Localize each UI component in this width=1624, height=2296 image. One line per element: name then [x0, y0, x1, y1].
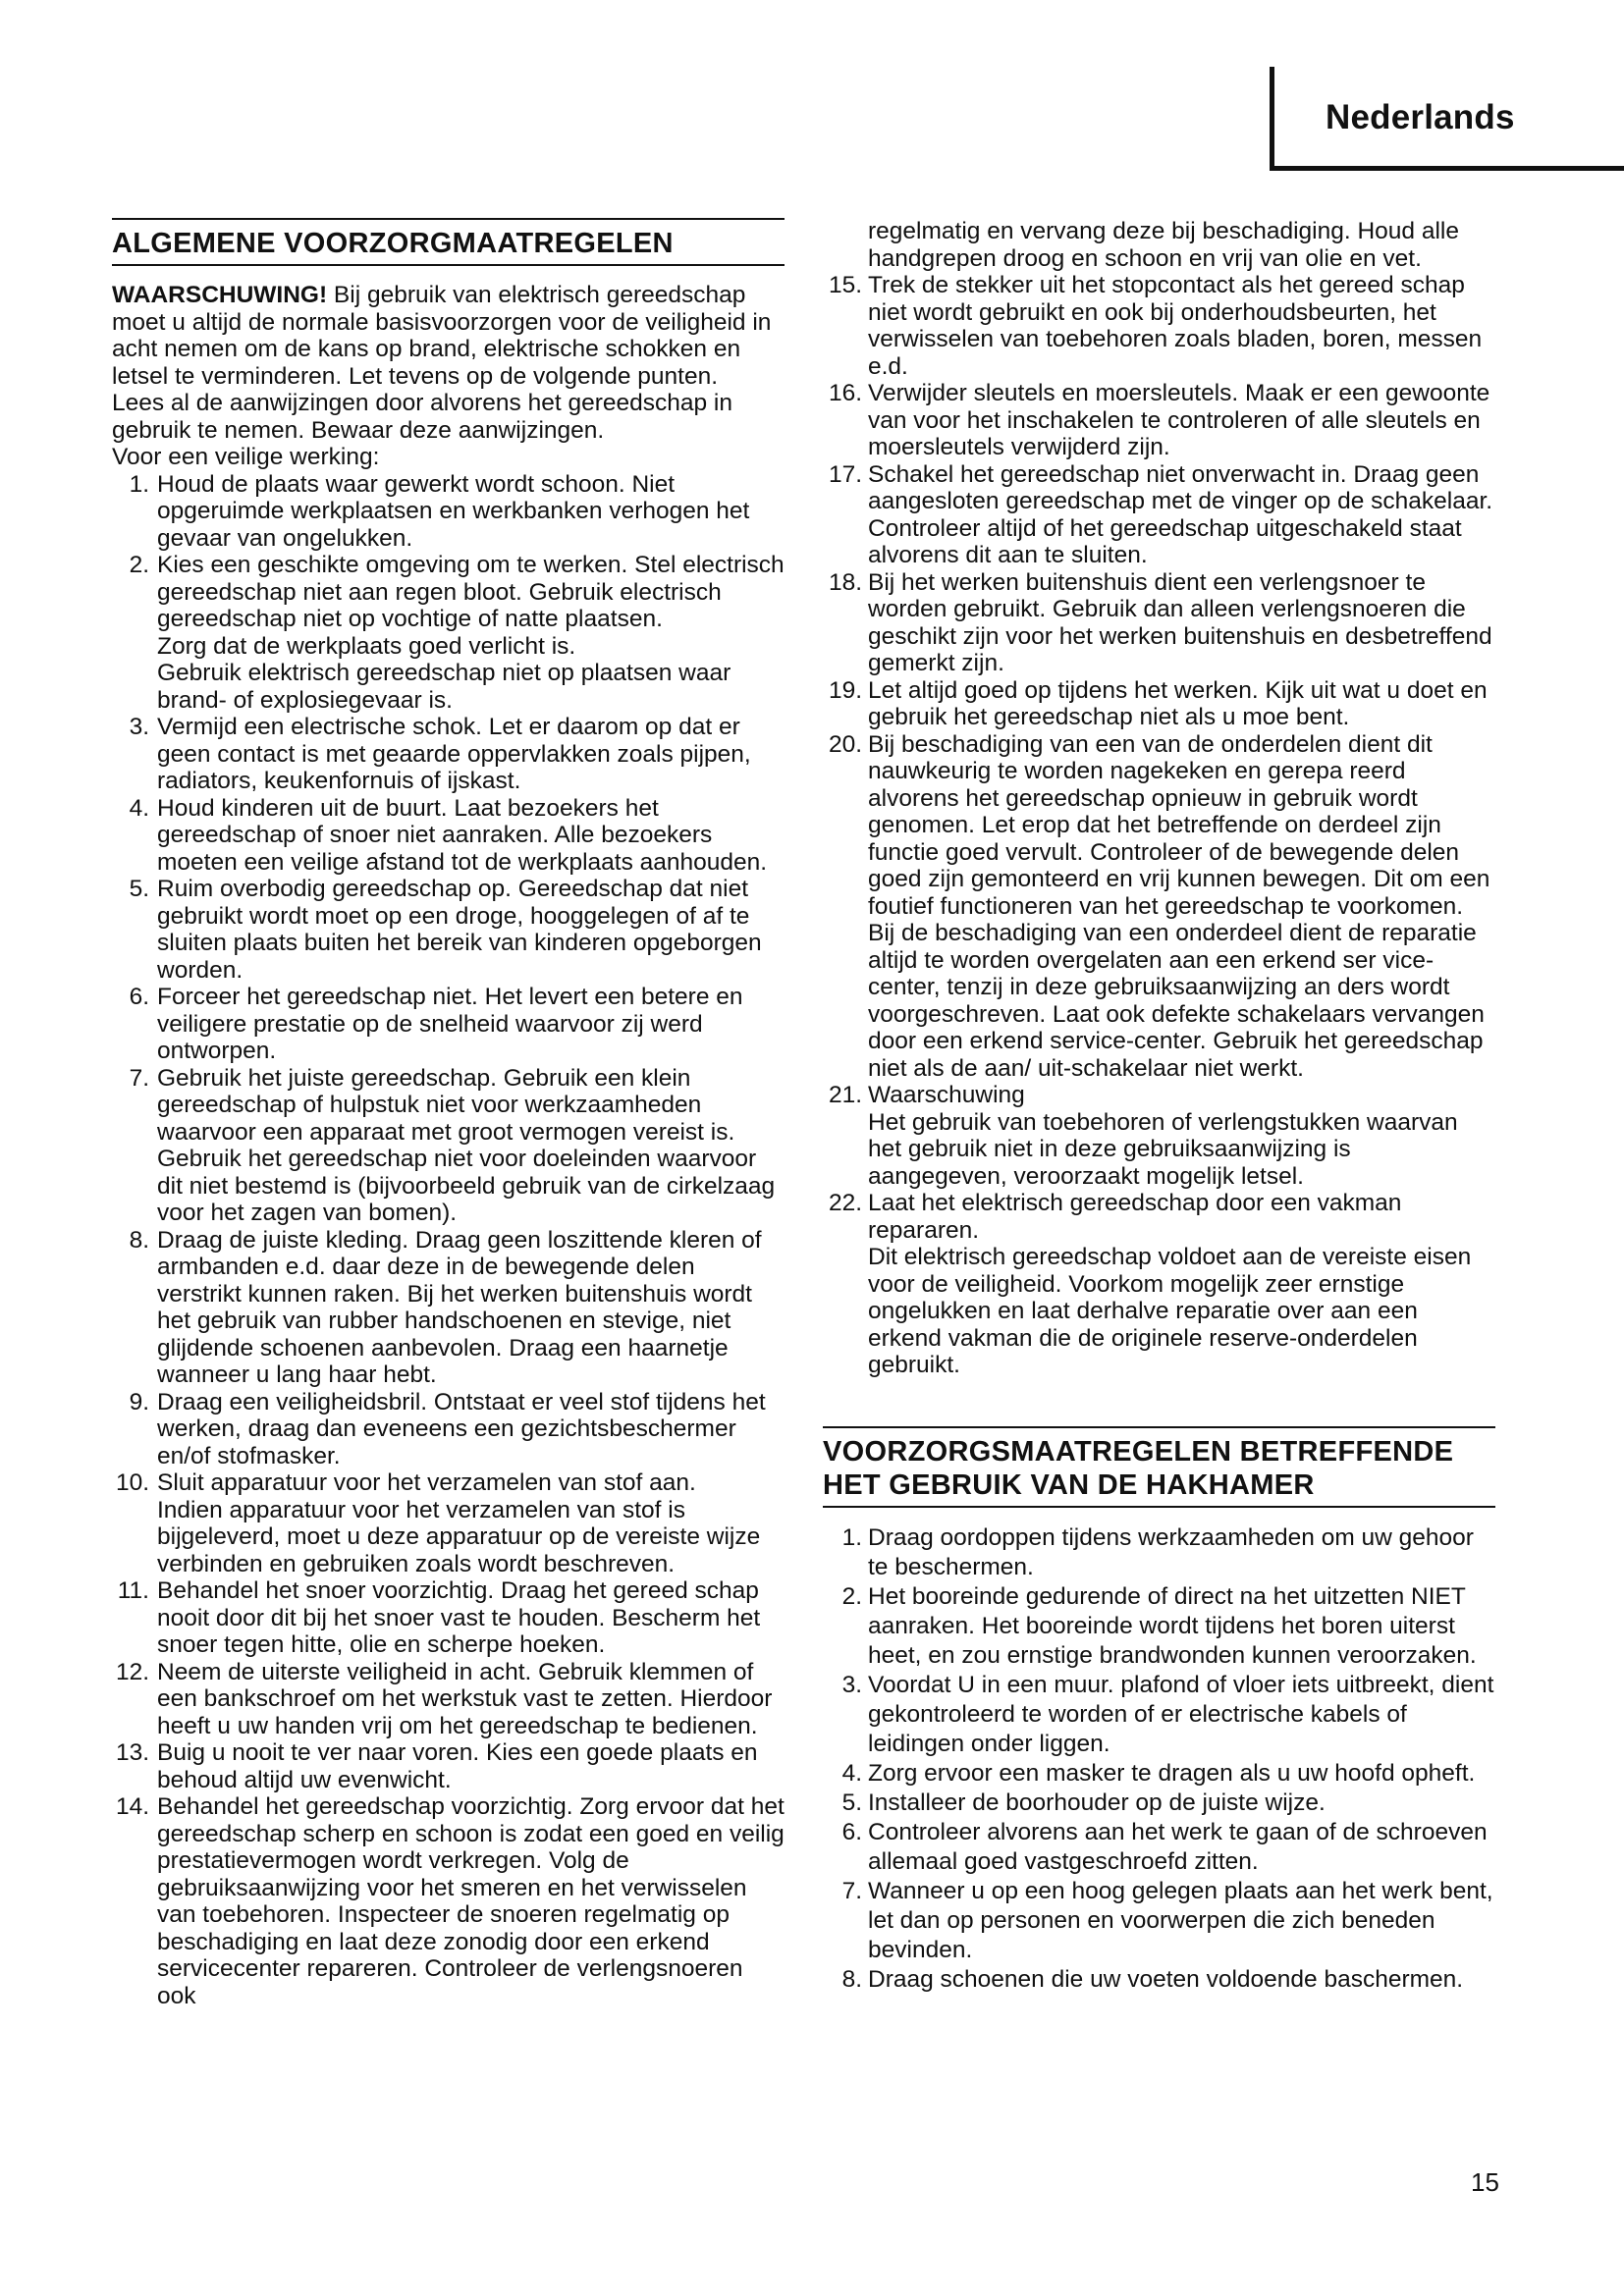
item-extra: Indien apparatuur voor het verzamelen van stof is bijgeleverd, moet u deze apparatuur op de vereiste wijze verbinden en gebruiken zoals wordt beschreven. — [157, 1496, 761, 1577]
intro-text: Bij gebruik van elektrisch gereedschap moet u altijd de normale basisvoorzorgen voor de veiligheid in acht nemen om de kans op brand, elektrische schokken en letsel te verminderen. Let tevens op de volgende punten. — [112, 282, 772, 390]
item-number: 6. — [841, 1818, 862, 1845]
hammer-precautions-list — [823, 1523, 1495, 1995]
item-text: Draag de juiste kleding. Draag geen loszittende kleren of armbanden e.d. daar deze in de bewegende delen verstrikt kunnen raken. Bij het werken buitenshuis wordt het gebruik van rubber handschoenen en stevige, niet glijdende schoenen aanbevolen. Draag een haarnetje wanneer u lang haar hebt. — [157, 1226, 762, 1388]
item-number: 21. — [828, 1082, 862, 1108]
item-14-continuation: regelmatig en vervang deze bij beschadiging. Houd alle handgrepen droog en schoon en vrij van olie en vet. — [868, 218, 1459, 272]
item-number: 9. — [129, 1388, 149, 1415]
left-column — [112, 218, 785, 2009]
general-precautions-list-continued — [823, 272, 1495, 1379]
list-item — [112, 1065, 785, 1227]
item-extra: Zorg dat de werkplaats goed verlicht is. — [157, 632, 576, 660]
list-item — [823, 1523, 1495, 1582]
list-item — [112, 795, 785, 877]
intro-read-instructions: Lees al de aanwijzingen door alvorens het gereedschap in gebruik te nemen. Bewaar deze aanwijzingen. — [112, 390, 732, 444]
section-title-hammer-line1: VOORZORGSMAATREGELEN BETREFFENDE — [823, 1435, 1454, 1468]
item-number: 15. — [828, 272, 862, 298]
item-text: Houd kinderen uit de buurt. Laat bezoekers het gereedschap of snoer niet aanraken. Alle bezoekers moeten een veilige afstand tot de werkplaats aanhouden. — [157, 794, 768, 876]
section-title-hammer — [823, 1426, 1495, 1508]
intro-safe-operation: Voor een veilige werking: — [112, 444, 380, 470]
list-item — [112, 471, 785, 553]
item-extra: Het gebruik van toebehoren of verlengstukken waarvan het gebruik niet in deze gebruiksaanwijzing is aangegeven, veroorzaakt mogelijk letsel. — [868, 1108, 1458, 1190]
item-number: 6. — [129, 984, 149, 1010]
item-number: 3. — [129, 714, 149, 740]
item-extra: Dit elektrisch gereedschap voldoet aan de vereiste eisen voor de veiligheid. Voorkom mogelijk zeer ernstige ongelukken en laat derhalve reparatie over aan een erkend vakman die de originele reserve-onderdelen gebruikt. — [868, 1244, 1472, 1378]
item-number: 10. — [115, 1469, 149, 1496]
item-text: Wanneer u op een hoog gelegen plaats aan het werk bent, let dan op personen en voorwerpen die zich beneden bevinden. — [868, 1877, 1493, 1963]
section-title-general: ALGEMENE VOORZORGMAATREGELEN — [112, 218, 785, 266]
item-number: 1. — [129, 470, 149, 498]
item-text: Controleer alvorens aan het werk te gaan of de schroeven allemaal goed vastgeschroefd zitten. — [868, 1818, 1488, 1875]
intro-warning — [112, 282, 785, 390]
item-number: 4. — [129, 794, 149, 822]
list-item — [823, 677, 1495, 731]
item-text: Kies een geschikte omgeving om te werken. Stel electrisch gereedschap niet aan regen bloot. Gebruik electrisch gereedschap niet op vochtige of natte plaatsen. — [157, 552, 785, 632]
page-number: 15 — [1471, 2167, 1499, 2197]
item-number: 20. — [828, 730, 862, 758]
list-item — [823, 380, 1495, 461]
list-item — [823, 1789, 1495, 1818]
item-text: Installeer de boorhouder op de juiste wijze. — [868, 1789, 1326, 1816]
item-text: Vermijd een electrische schok. Let er daarom op dat er geen contact is met geaarde oppervlakken zoals pijpen, radiators, keukenfornuis of ijskast. — [157, 714, 751, 794]
list-item — [112, 1227, 785, 1389]
item-number: 4. — [841, 1759, 862, 1787]
list-item — [823, 731, 1495, 1083]
item-number: 5. — [129, 876, 149, 902]
item-text: Draag een veiligheidsbril. Ontstaat er veel stof tijdens het werken, draag dan eveneens een gezichtsbeschermer en/of stofmasker. — [157, 1388, 766, 1469]
list-item — [112, 984, 785, 1065]
list-item — [823, 1082, 1495, 1190]
item-number: 17. — [828, 460, 862, 488]
item-text: Forceer het gereedschap niet. Het levert een betere en veiligere prestatie op de snelheid waarvoor zij werd ontworpen. — [157, 984, 743, 1064]
item-text: Het booreinde gedurende of direct na het uitzetten NIET aanraken. Het booreinde wordt tijdens het boren uiterst heet, en zou ernstige brandwonden kunnen veroorzaken. — [868, 1582, 1477, 1669]
section-title-hammer-line2: HET GEBRUIK VAN DE HAKHAMER — [823, 1468, 1315, 1501]
list-item — [112, 1577, 785, 1659]
list-item — [112, 552, 785, 714]
item-number: 13. — [115, 1739, 149, 1766]
item-number: 18. — [828, 568, 862, 596]
item-text: Behandel het snoer voorzichtig. Draag het gereed schap nooit door dit bij het snoer vast te houden. Bescherm het snoer tegen hitte, olie en scherpe hoeken. — [157, 1577, 761, 1658]
list-item — [112, 1389, 785, 1470]
list-item — [823, 1190, 1495, 1379]
list-item — [823, 461, 1495, 569]
item-number: 19. — [828, 676, 862, 704]
item-text: Verwijder sleutels en moersleutels. Maak er een gewoonte van voor het inschakelen te controleren of alle sleutels en moersleutels verwijderd zijn. — [868, 380, 1490, 460]
item-text: Buig u nooit te ver naar voren. Kies een goede plaats en behoud altijd uw evenwicht. — [157, 1739, 758, 1793]
item-number: 16. — [828, 380, 862, 406]
list-item — [112, 1659, 785, 1740]
list-item — [823, 1759, 1495, 1789]
item-number: 7. — [129, 1064, 149, 1092]
item-number: 2. — [841, 1582, 862, 1610]
item-text: Ruim overbodig gereedschap op. Gereedschap dat niet gebruikt wordt moet op een droge, hooggelegen of af te sluiten plaats buiten het bereik van kinderen opgeborgen worden. — [157, 876, 762, 984]
item-text: Neem de uiterste veiligheid in acht. Gebruik klemmen of een bankschroef om het werkstuk vast te zetten. Hierdoor heeft u uw handen vrij om het gereedschap te bedienen. — [157, 1658, 773, 1739]
list-item — [823, 272, 1495, 380]
item-text: Bij beschadiging van een van de onderdelen dient dit nauwkeurig te worden nagekeken en gerepa reerd alvorens het gereedschap opnieuw in gebruik wordt genomen. Let erop dat het betreffende on derdeel zijn functie goed vervult. Controleer of de bewegende delen goed zijn gemonteerd en vrij kunnen bewegen. Dit om een foutief functioneren van het gereedschap te voorkomen. Bij de beschadiging van een onderdeel dient de reparatie altijd te worden overgelaten aan een erkend ser vice-center, tenzij in deze gebruiksaanwijzing an ders wordt voorgeschreven. Laat ook defekte schakelaars vervangen door een erkend service-center. Gebruik het gereedschap niet als de aan/ uit-schakelaar niet werkt. — [868, 730, 1490, 1082]
item-text: Draag oordoppen tijdens werkzaamheden om uw gehoor te beschermen. — [868, 1523, 1474, 1580]
list-item — [112, 1793, 785, 2009]
list-item — [823, 1965, 1495, 1995]
item-text: Zorg ervoor een masker te dragen als u uw hoofd opheft. — [868, 1759, 1476, 1787]
item-number: 8. — [841, 1965, 862, 1993]
item-text: Houd de plaats waar gewerkt wordt schoon. Niet opgeruimde werkplaatsen en werkbanken verhogen het gevaar van ongelukken. — [157, 470, 750, 552]
warning-label: WAARSCHUWING! — [112, 282, 328, 308]
item-text: Let altijd goed op tijdens het werken. Kijk uit wat u doet en gebruik het gereedschap niet als u moe bent. — [868, 676, 1488, 730]
item-number: 8. — [129, 1226, 149, 1254]
item-number: 2. — [129, 552, 149, 578]
list-item — [112, 714, 785, 795]
item-text: Waarschuwing — [868, 1082, 1025, 1108]
item-number: 12. — [115, 1658, 149, 1685]
list-item — [823, 1818, 1495, 1877]
list-item — [112, 1739, 785, 1793]
item-text: Gebruik het juiste gereedschap. Gebruik een klein gereedschap of hulpstuk niet voor werkzaamheden waarvoor een apparaat met groot vermogen vereist is. Gebruik het gereedschap niet voor doeleinden waarvoor dit niet bestemd is (bijvoorbeeld gebruik van de cirkelzaag voor het zagen van bomen). — [157, 1064, 776, 1226]
list-item — [112, 1469, 785, 1577]
language-label: Nederlands — [1326, 98, 1515, 136]
general-precautions-list — [112, 471, 785, 2010]
item-extra: Gebruik elektrisch gereedschap niet op plaatsen waar brand- of explosiegevaar is. — [157, 660, 731, 714]
list-item — [823, 1582, 1495, 1671]
item-number: 7. — [841, 1877, 862, 1904]
item-text: Draag schoenen die uw voeten voldoende baschermen. — [868, 1965, 1464, 1993]
list-item — [112, 876, 785, 984]
list-item — [823, 1671, 1495, 1759]
item-text: Bij het werken buitenshuis dient een verlengsnoer te worden gebruikt. Gebruik dan alleen verlengsnoeren die geschikt zijn voor het werken buitenshuis en desbetreffend gemerkt zijn. — [868, 568, 1492, 676]
item-text: Sluit apparatuur voor het verzamelen van stof aan. — [157, 1469, 696, 1496]
item-number: 1. — [841, 1523, 862, 1551]
item-text: Behandel het gereedschap voorzichtig. Zorg ervoor dat het gereedschap scherp en schoon is zodat een goed en veilig prestatievermogen wordt verkregen. Volg de gebruiksaanwijzing voor het smeren en het verwisselen van toebehoren. Inspecteer de snoeren regelmatig op beschadiging en laat deze zonodig door een erkend servicecenter repareren. Controleer de verlengsnoeren ook — [157, 1793, 785, 2009]
list-item — [823, 1877, 1495, 1965]
item-text: Schakel het gereedschap niet onverwacht in. Draag geen aangesloten gereedschap met de vinger op de schakelaar. Controleer altijd of het gereedschap uitgeschakeld staat alvorens dit aan te sluiten. — [868, 460, 1493, 568]
item-number: 3. — [841, 1671, 862, 1698]
item-text: Trek de stekker uit het stopcontact als het gereed schap niet wordt gebruikt en ook bij onderhoudsbeurten, het verwisselen van toebehoren zoals bladen, boren, messen e.d. — [868, 272, 1483, 380]
item-number: 14. — [115, 1793, 149, 1820]
item-text: Voordat U in een muur. plafond of vloer iets uitbreekt, dient gekontroleerd te worden of er electrische kabels of leidingen onder liggen. — [868, 1671, 1494, 1757]
item-number: 11. — [117, 1577, 149, 1604]
item-text: Laat het elektrisch gereedschap door een vakman repararen. — [868, 1190, 1402, 1244]
item-number: 22. — [828, 1190, 862, 1216]
item-number: 5. — [841, 1789, 862, 1816]
list-item — [823, 569, 1495, 677]
right-column — [823, 218, 1495, 1995]
